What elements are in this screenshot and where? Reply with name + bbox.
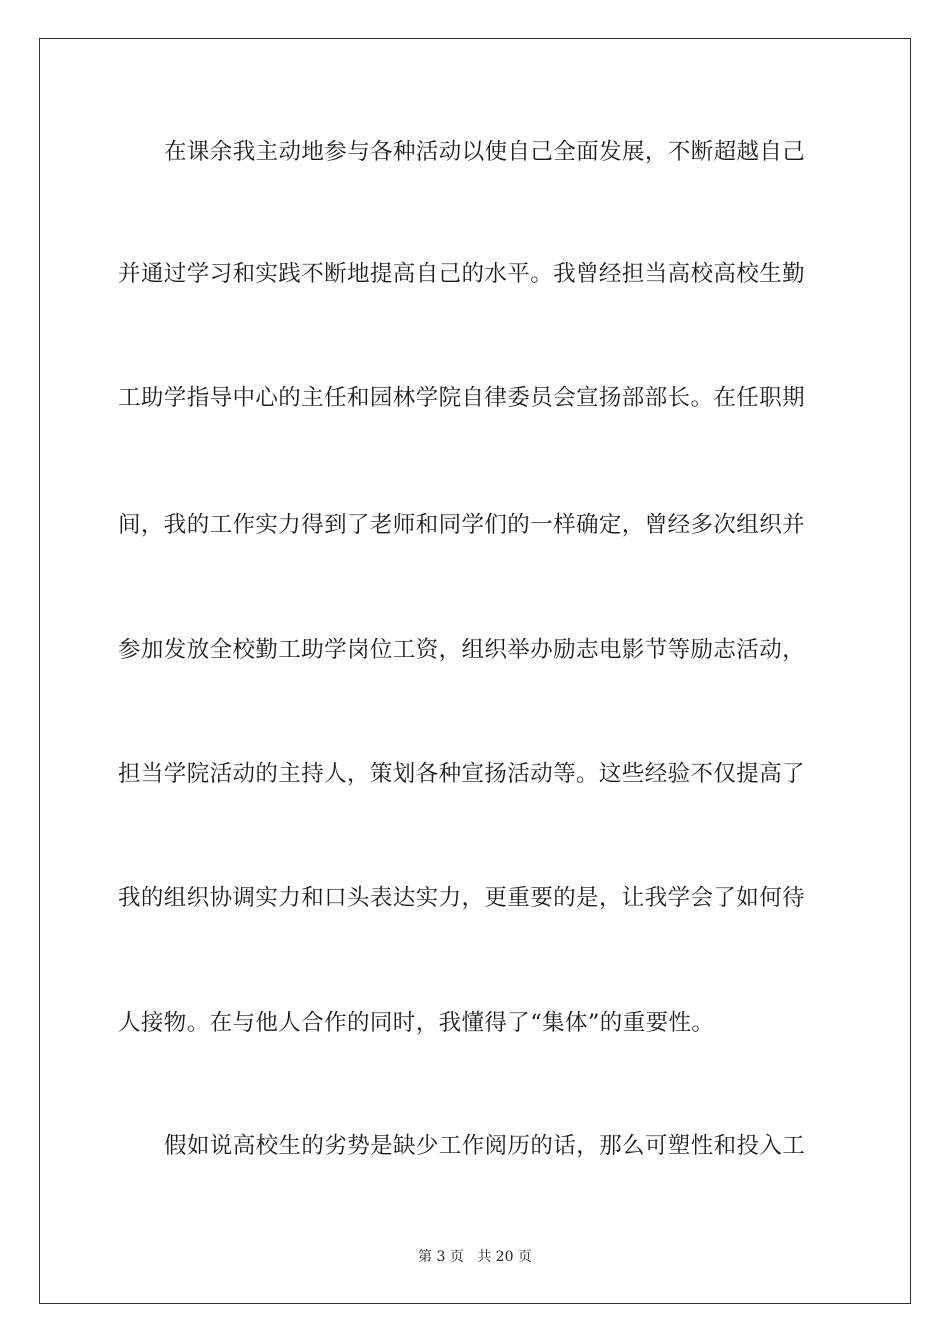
paragraph-line: 人接物。在与他人合作的同时，我懂得了“集体”的重要性。 — [118, 1010, 715, 1036]
paragraph-line: 并通过学习和实践不断地提高自己的水平。我曾经担当高校高校生勤 — [118, 261, 806, 287]
paragraph-line: 间，我的工作实力得到了老师和同学们的一样确定，曾经多次组织并 — [118, 512, 806, 538]
page-total: 共 20 页 — [477, 1249, 532, 1265]
paragraph-line: 我的组织协调实力和口头表达实力，更重要的是，让我学会了如何待 — [118, 885, 806, 911]
paragraph-line: 假如说高校生的劣势是缺少工作阅历的话，那么可塑性和投入工 — [164, 1133, 806, 1159]
paragraph-line: 在课余我主动地参与各种活动以使自己全面发展，不断超越自己 — [164, 139, 806, 165]
page-footer — [0, 1247, 950, 1267]
page-number: 第 3 页 — [418, 1249, 464, 1265]
paragraph-line: 工助学指导中心的主任和园林学院自律委员会宣扬部部长。在任职期 — [118, 385, 806, 411]
page-border — [39, 38, 911, 1304]
paragraph-line: 担当学院活动的主持人，策划各种宣扬活动等。这些经验不仅提高了 — [118, 761, 806, 787]
paragraph-line: 参加发放全校勤工助学岗位工资，组织举办励志电影节等励志活动， — [118, 637, 806, 663]
